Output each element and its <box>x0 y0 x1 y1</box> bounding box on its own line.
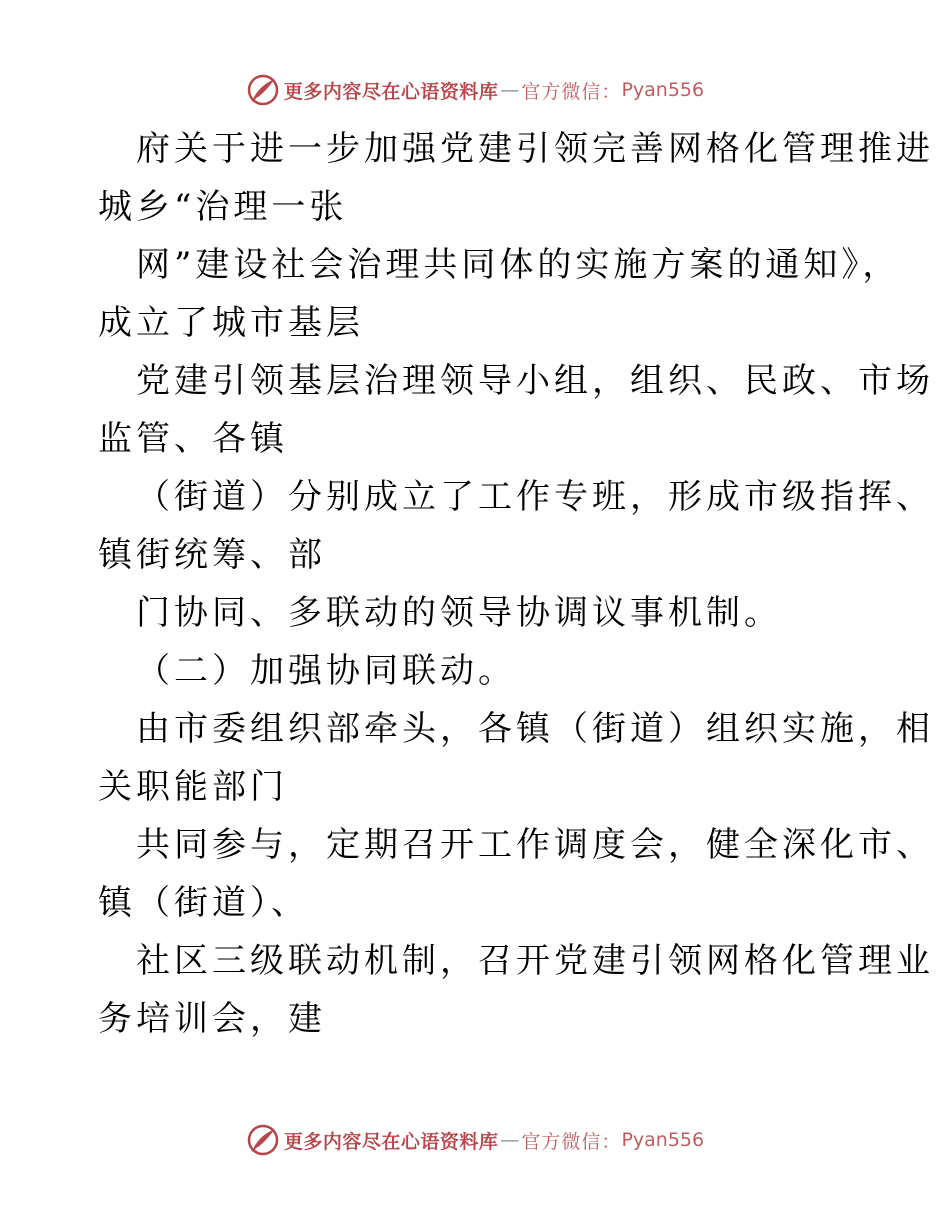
text-line: 关职能部门 <box>98 767 288 807</box>
text-line: 镇街统筹、部 <box>98 535 326 575</box>
header-dash: — <box>500 79 520 101</box>
text-line: 门协同、多联动的领导协调议事机制。 <box>136 593 782 633</box>
text-line: 务培训会，建 <box>98 999 326 1039</box>
text-line: 府关于进一步加强党建引领完善网格化管理推进 <box>136 129 934 169</box>
body-text <box>98 120 934 1048</box>
text-line: （街道）分别成立了工作专班，形成市级指挥、 <box>136 477 934 517</box>
footer-dash: — <box>500 1129 520 1151</box>
text-line: 由市委组织部牵头，各镇（街道）组织实施，相 <box>136 709 934 749</box>
footer-wechat-handle: Pyan556 <box>621 1129 705 1151</box>
footer-wechat-label: 官方微信： <box>521 1130 622 1153</box>
quill-logo-icon <box>246 1123 280 1157</box>
text-line: 监管、各镇 <box>98 419 288 459</box>
text-line: 社区三级联动机制，召开党建引领网格化管理业 <box>136 941 934 981</box>
text-line: 网”建设社会治理共同体的实施方案的通知》， <box>136 245 901 285</box>
text-line: 党建引领基层治理领导小组，组织、民政、市场 <box>136 361 934 401</box>
header-wechat-handle: Pyan556 <box>621 79 705 101</box>
text-line: 成立了城市基层 <box>98 303 364 343</box>
text-line: 共同参与，定期召开工作调度会，健全深化市、 <box>136 825 934 865</box>
header-wechat-label: 官方微信： <box>521 80 622 103</box>
header-brand-text: 更多内容尽在心语资料库 <box>283 80 499 103</box>
text-line: 城乡“治理一张 <box>98 187 348 227</box>
section-heading: （二）加强协同联动。 <box>136 651 516 691</box>
footer-watermark-banner <box>0 1120 950 1160</box>
text-line: 镇（街道）、 <box>98 883 309 923</box>
quill-logo-icon <box>246 73 280 107</box>
footer-brand-text: 更多内容尽在心语资料库 <box>283 1130 499 1153</box>
header-watermark-banner <box>0 70 950 110</box>
